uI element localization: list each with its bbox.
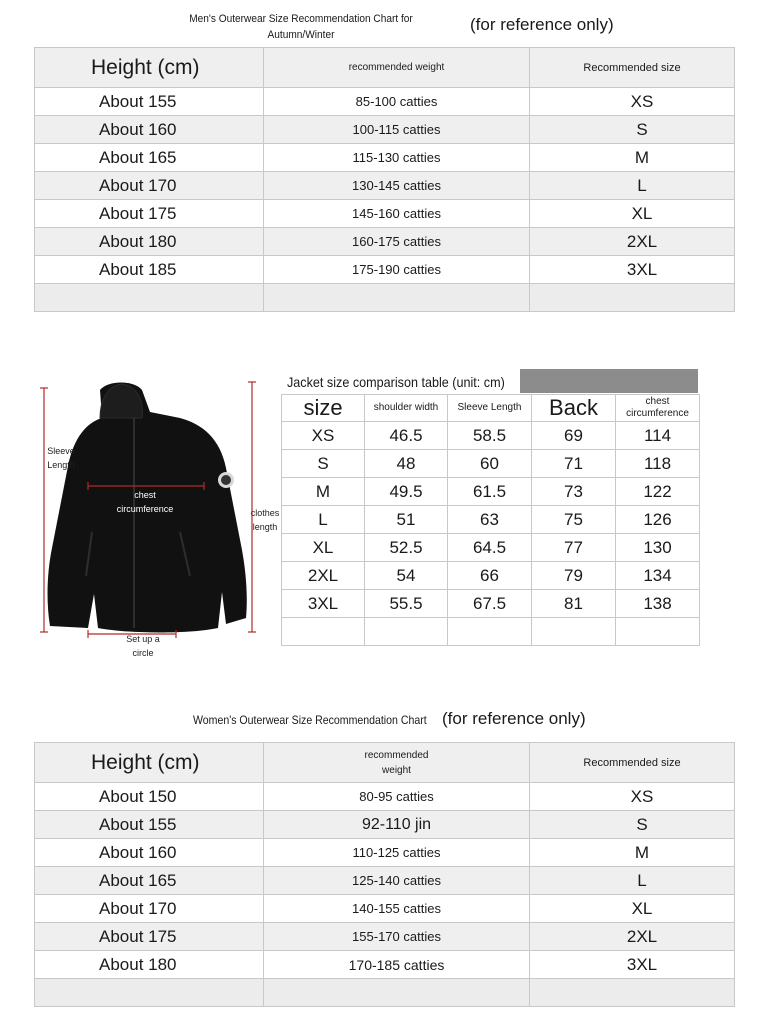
- height-cell: About 175: [35, 200, 264, 228]
- size-cell: XS: [530, 783, 735, 811]
- chest-header: chest circumference: [616, 395, 700, 422]
- size-cell: 2XL: [282, 562, 365, 590]
- womens-header-row: [35, 743, 735, 783]
- size-cell: S: [530, 811, 735, 839]
- table-row: [282, 506, 700, 534]
- womens-title: Women's Outerwear Size Recommendation Chart: [193, 713, 427, 727]
- weight-cell: 160-175 catties: [264, 228, 530, 256]
- table-row: [35, 895, 735, 923]
- blank-row: [35, 284, 735, 312]
- height-cell: About 150: [35, 783, 264, 811]
- hem-circle-label: Set up a circle: [126, 634, 160, 658]
- size-cell: XL: [282, 534, 365, 562]
- table-row: [35, 116, 735, 144]
- table-row: [35, 783, 735, 811]
- mens-size-table: [34, 47, 735, 312]
- size-cell: XS: [530, 88, 735, 116]
- weight-cell: 80-95 catties: [264, 783, 530, 811]
- size-cell: S: [282, 450, 365, 478]
- mens-title-line2: Autumn/Winter: [267, 29, 335, 41]
- table-row: [35, 172, 735, 200]
- size-cell: 3XL: [530, 951, 735, 979]
- size-cell: 3XL: [530, 256, 735, 284]
- height-cell: About 165: [35, 144, 264, 172]
- shoulder-cell: 52.5: [365, 534, 448, 562]
- weight-cell: 100-115 catties: [264, 116, 530, 144]
- back-cell: 77: [532, 534, 616, 562]
- weight-cell: 145-160 catties: [264, 200, 530, 228]
- back-header: Back: [532, 395, 616, 422]
- weight-cell: 125-140 catties: [264, 867, 530, 895]
- size-cell: 2XL: [530, 228, 735, 256]
- height-cell: About 155: [35, 88, 264, 116]
- table-row: [35, 88, 735, 116]
- table-row: [35, 256, 735, 284]
- jacket-size-table: [281, 394, 700, 646]
- jacket-header-row: [282, 395, 700, 422]
- table-row: [282, 590, 700, 618]
- table-row: [35, 839, 735, 867]
- table-row: [35, 951, 735, 979]
- sleeve-cell: 63: [448, 506, 532, 534]
- jacket-table-title: Jacket size comparison table (unit: cm): [287, 374, 505, 390]
- chest-cell: 118: [616, 450, 700, 478]
- chest-cell: 134: [616, 562, 700, 590]
- shoulder-cell: 51: [365, 506, 448, 534]
- sleeve-cell: 67.5: [448, 590, 532, 618]
- sleeve-cell: 66: [448, 562, 532, 590]
- shoulder-cell: 49.5: [365, 478, 448, 506]
- womens-size-header: Recommended size: [530, 743, 735, 783]
- size-cell: 2XL: [530, 923, 735, 951]
- size-cell: L: [530, 867, 735, 895]
- height-cell: About 160: [35, 116, 264, 144]
- size-cell: S: [530, 116, 735, 144]
- mens-height-header: Height (cm): [35, 48, 264, 88]
- chest-cell: 126: [616, 506, 700, 534]
- blank-row: [35, 979, 735, 1007]
- height-cell: About 180: [35, 951, 264, 979]
- table-row: [282, 450, 700, 478]
- weight-cell: 140-155 catties: [264, 895, 530, 923]
- womens-size-table: [34, 742, 735, 1007]
- mens-weight-header: recommended weight: [264, 48, 530, 88]
- size-cell: M: [282, 478, 365, 506]
- size-cell: XS: [282, 422, 365, 450]
- mens-header-row: [35, 48, 735, 88]
- sleeve-cell: 58.5: [448, 422, 532, 450]
- size-cell: XL: [530, 895, 735, 923]
- back-cell: 79: [532, 562, 616, 590]
- jacket-title-bar: [520, 369, 698, 393]
- height-cell: About 160: [35, 839, 264, 867]
- womens-height-header: Height (cm): [35, 743, 264, 783]
- chest-cell: 130: [616, 534, 700, 562]
- shoulder-cell: 46.5: [365, 422, 448, 450]
- mens-reference-note: (for reference only): [470, 15, 614, 34]
- weight-cell: 130-145 catties: [264, 172, 530, 200]
- weight-cell: 115-130 catties: [264, 144, 530, 172]
- height-cell: About 155: [35, 811, 264, 839]
- womens-reference-note: (for reference only): [442, 709, 586, 728]
- table-row: [282, 422, 700, 450]
- shoulder-header: shoulder width: [365, 395, 448, 422]
- sleeve-cell: 60: [448, 450, 532, 478]
- table-row: [35, 144, 735, 172]
- height-cell: About 170: [35, 895, 264, 923]
- size-cell: M: [530, 144, 735, 172]
- womens-weight-header: recommended weight: [264, 743, 530, 783]
- table-row: [35, 228, 735, 256]
- shoulder-cell: 54: [365, 562, 448, 590]
- table-row: [282, 478, 700, 506]
- weight-cell: 175-190 catties: [264, 256, 530, 284]
- size-cell: M: [530, 839, 735, 867]
- weight-cell: 110-125 catties: [264, 839, 530, 867]
- back-cell: 73: [532, 478, 616, 506]
- table-row: [282, 562, 700, 590]
- height-cell: About 175: [35, 923, 264, 951]
- back-cell: 69: [532, 422, 616, 450]
- chest-cell: 138: [616, 590, 700, 618]
- mens-title: [186, 11, 416, 43]
- weight-cell: 155-170 catties: [264, 923, 530, 951]
- weight-cell: 92-110 jin: [264, 811, 530, 839]
- sleeve-length-label: Sleeve Length: [47, 446, 75, 470]
- height-cell: About 185: [35, 256, 264, 284]
- back-cell: 71: [532, 450, 616, 478]
- clothes-length-label: clothes length: [250, 508, 280, 532]
- sleeve-cell: 61.5: [448, 478, 532, 506]
- shoulder-cell: 48: [365, 450, 448, 478]
- size-header: size: [282, 395, 365, 422]
- chest-cell: 114: [616, 422, 700, 450]
- height-cell: About 165: [35, 867, 264, 895]
- blank-row: [282, 618, 700, 646]
- size-cell: L: [282, 506, 365, 534]
- table-row: [35, 200, 735, 228]
- sleeve-header: Sleeve Length: [448, 395, 532, 422]
- table-row: [282, 534, 700, 562]
- shoulder-cell: 55.5: [365, 590, 448, 618]
- chest-circumference-label: chest circumference: [116, 490, 174, 514]
- size-cell: 3XL: [282, 590, 365, 618]
- table-row: [35, 811, 735, 839]
- size-cell: XL: [530, 200, 735, 228]
- height-cell: About 180: [35, 228, 264, 256]
- size-cell: L: [530, 172, 735, 200]
- back-cell: 75: [532, 506, 616, 534]
- weight-cell: 85-100 catties: [264, 88, 530, 116]
- chest-cell: 122: [616, 478, 700, 506]
- weight-cell: 170-185 catties: [264, 951, 530, 979]
- back-cell: 81: [532, 590, 616, 618]
- height-cell: About 170: [35, 172, 264, 200]
- mens-title-line1: Men's Outerwear Size Recommendation Chart for: [189, 13, 413, 25]
- table-row: [35, 923, 735, 951]
- mens-size-header: Recommended size: [530, 48, 735, 88]
- sleeve-cell: 64.5: [448, 534, 532, 562]
- table-row: [35, 867, 735, 895]
